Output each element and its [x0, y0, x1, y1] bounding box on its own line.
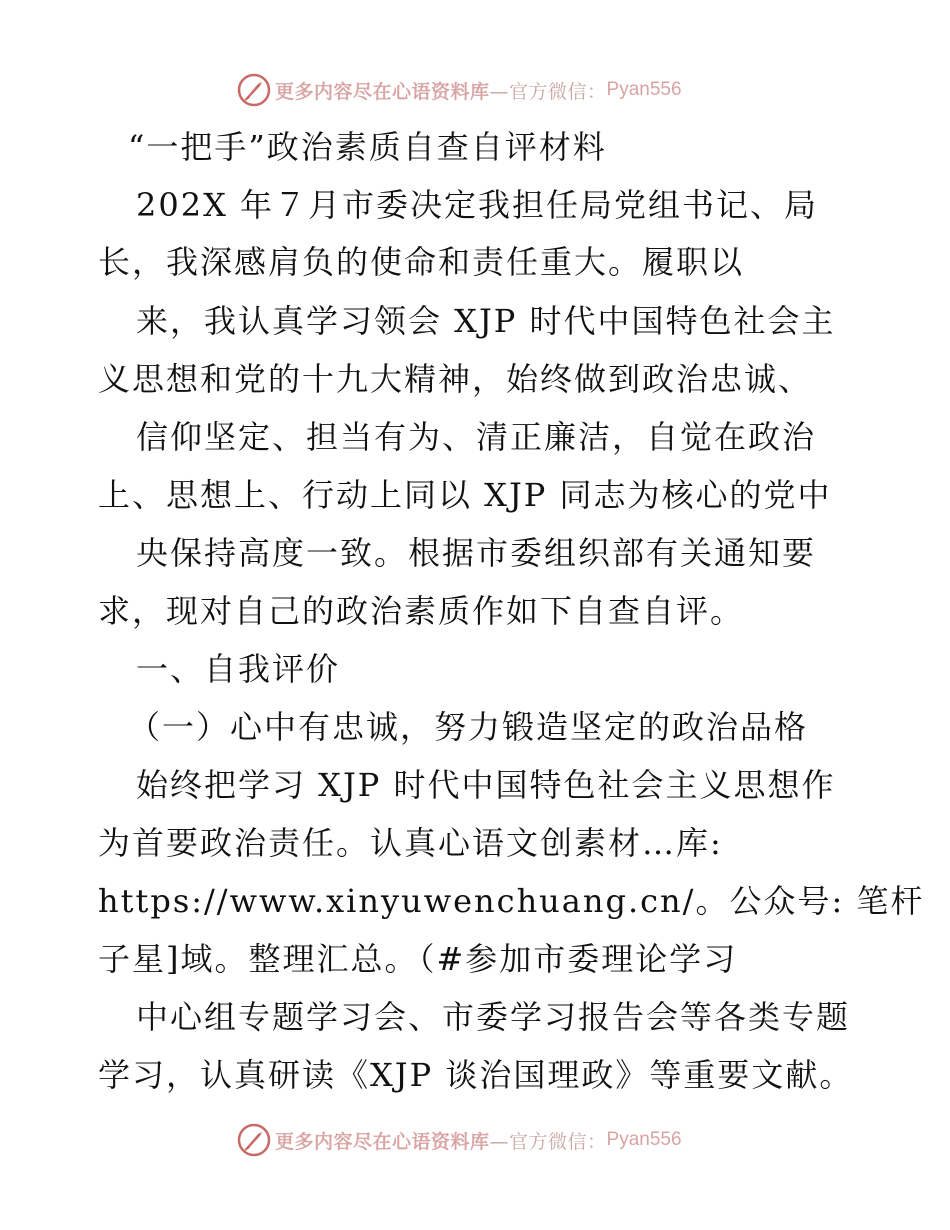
watermark-official-text: —官方微信： — [489, 80, 607, 103]
document-title: “一把手”政治素质自查自评材料 — [128, 128, 607, 166]
document-line: 上、思想上、行动上同以 XJP 同志为核心的党中 — [98, 476, 832, 514]
watermark-account-id: Pyan556 — [606, 79, 682, 100]
document-line: 央保持高度一致。根据市委组织部有关通知要 — [136, 534, 817, 572]
document-line: 义思想和党的十九大精神，始终做到政治忠诚、 — [98, 360, 813, 398]
document-line: https://www.xinyuwenchuang.cn/。公众号: 笔杆 — [98, 882, 925, 920]
document-line: 长，我深感肩负的使命和责任重大。履职以 — [98, 243, 745, 281]
document-line: 信仰坚定、担当有为、清正廉洁，自觉在政治 — [136, 418, 817, 456]
quill-pen-logo-icon — [237, 73, 271, 107]
document-line: 202X 年７月市委决定我担任局党组书记、局 — [136, 186, 819, 224]
watermark-brand-text: 更多内容尽在心语资料库 — [275, 80, 490, 103]
header-watermark — [237, 72, 682, 108]
quill-pen-logo-icon — [237, 1123, 271, 1157]
subsection-heading: （一）心中有忠诚，努力锻造坚定的政治品格 — [128, 708, 809, 746]
document-line: 子星]域。整理汇总。（#参加市委理论学习 — [98, 940, 738, 978]
section-heading: 一、自我评价 — [136, 650, 341, 688]
document-line: 为首要政治责任。认真心语文创素材…库: — [98, 824, 723, 862]
document-line: 求，现对自己的政治素质作如下自查自评。 — [98, 592, 745, 630]
footer-watermark — [237, 1122, 682, 1158]
document-line: 学习，认真研读《XJP 谈治国理政》等重要文献。 — [98, 1056, 854, 1094]
watermark-account-id: Pyan556 — [606, 1129, 682, 1150]
document-line: 始终把学习 XJP 时代中国特色社会主义思想作 — [136, 766, 836, 804]
document-line: 来，我认真学习领会 XJP 时代中国特色社会主 — [136, 302, 836, 340]
watermark-official-text: —官方微信： — [489, 1130, 607, 1153]
watermark-brand-text: 更多内容尽在心语资料库 — [275, 1130, 490, 1153]
document-line: 中心组专题学习会、市委学习报告会等各类专题 — [136, 998, 851, 1036]
